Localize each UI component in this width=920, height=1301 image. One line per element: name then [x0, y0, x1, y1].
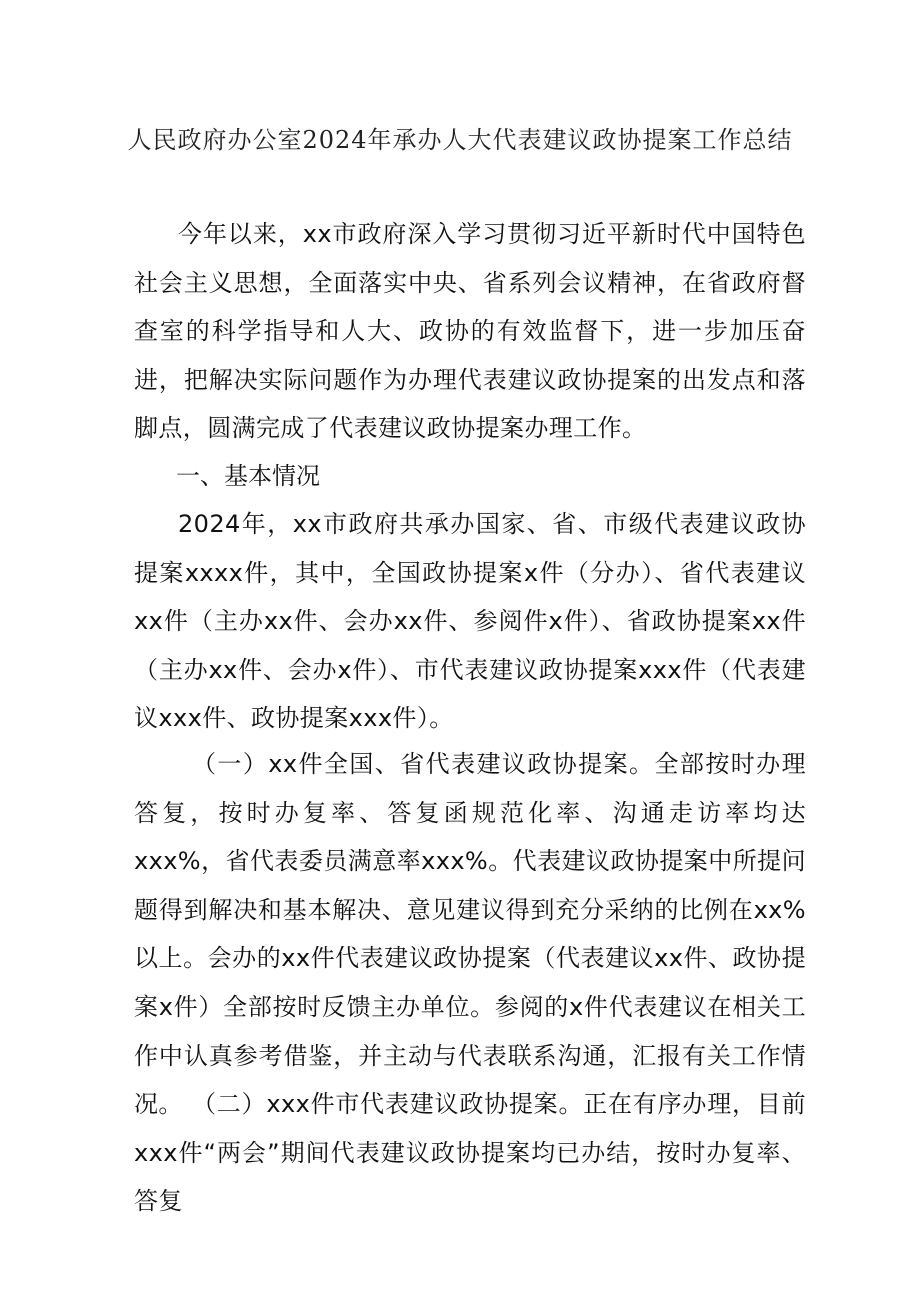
subsection-1-paragraph: （一）xx件全国、省代表建议政协提案。全部按时办理答复，按时办复率、答复函规范化率、沟通走访率均达xxx%，省代表委员满意率xxx%。代表建议政协提案中所提问题得到解决和基本解决、意见建议得到充分采纳的比例在xx%以上。会办的xx件代表建议政协提案（代表建议xx件、政协提案x件）全部按时反馈主办单位。参阅的x件代表建议在相关工作中认真参考借鉴，并主动与代表联系沟通，汇报有关工作情况。 — [134, 750, 806, 1119]
overview-paragraph: 2024年，xx市政府共承办国家、省、市级代表建议政协提案xxxx件，其中，全国政协提案x件（分办）、省代表建议xx件（主办xx件、会办xx件、参阅件x件）、省政协提案xx件（主办xx件、会办x件）、市代表建议政协提案xxx件（代表建议xxx件、政协提案xxx件）。 — [134, 510, 806, 733]
subsection-2-paragraph: （二）xxx件市代表建议政协提案。正在有序办理，目前xxx件“两会”期间代表建议政协提案均已办结，按时办复率、答复 — [134, 1090, 806, 1216]
document-title: 人民政府办公室2024年承办人大代表建议政协提案工作总结 — [127, 126, 793, 154]
section-heading-basic-situation: 一、基本情况 — [176, 462, 320, 490]
intro-paragraph: 今年以来，xx市政府深入学习贯彻习近平新时代中国特色社会主义思想，全面落实中央、省系列会议精神，在省政府督查室的科学指导和人大、政协的有效监督下，进一步加压奋进，把解决实际问题作为办理代表建议政协提案的出发点和落脚点，圆满完成了代表建议政协提案办理工作。 — [134, 220, 806, 443]
